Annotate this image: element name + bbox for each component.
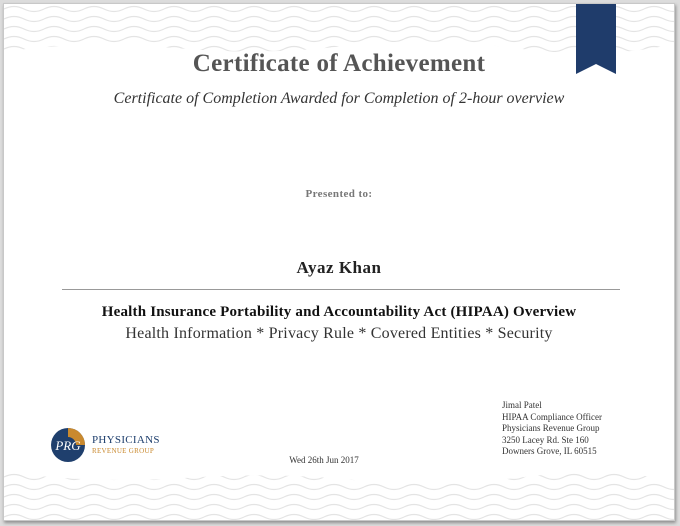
signer-name: Jimal Patel bbox=[502, 400, 542, 410]
logo-monogram: PRG bbox=[55, 438, 81, 453]
bottom-wave-border bbox=[4, 472, 674, 520]
signer-role: HIPAA Compliance Officer bbox=[502, 411, 602, 422]
logo-subname: REVENUE GROUP bbox=[92, 447, 155, 455]
top-wave-border bbox=[4, 4, 674, 52]
certificate-subtitle: Certificate of Completion Awarded for Completion of 2-hour overview bbox=[113, 90, 565, 107]
prg-monogram-icon bbox=[50, 427, 86, 463]
issue-date: Wed 26th Jun 2017 bbox=[289, 455, 359, 465]
signer-organization: Physicians Revenue Group bbox=[502, 423, 600, 433]
divider-line bbox=[62, 289, 620, 290]
course-title: Health Insurance Portability and Accountability Act (HIPAA) Overview bbox=[101, 304, 577, 320]
company-logo bbox=[50, 427, 180, 467]
signer-address-line1: 3250 Lacey Rd. Ste 160 bbox=[502, 434, 589, 445]
signer-block bbox=[502, 400, 602, 458]
presented-label: Presented to: bbox=[305, 188, 373, 200]
certificate-title: Certificate of Achievement bbox=[192, 50, 486, 77]
signer-address-line2: Downers Grove, IL 60515 bbox=[502, 446, 597, 456]
certificate-page bbox=[3, 3, 675, 521]
course-topics: Health Information * Privacy Rule * Covered Entities * Security bbox=[125, 325, 553, 342]
recipient-name: Ayaz Khan bbox=[296, 258, 382, 277]
logo-name: PHYSICIANS bbox=[92, 434, 160, 446]
